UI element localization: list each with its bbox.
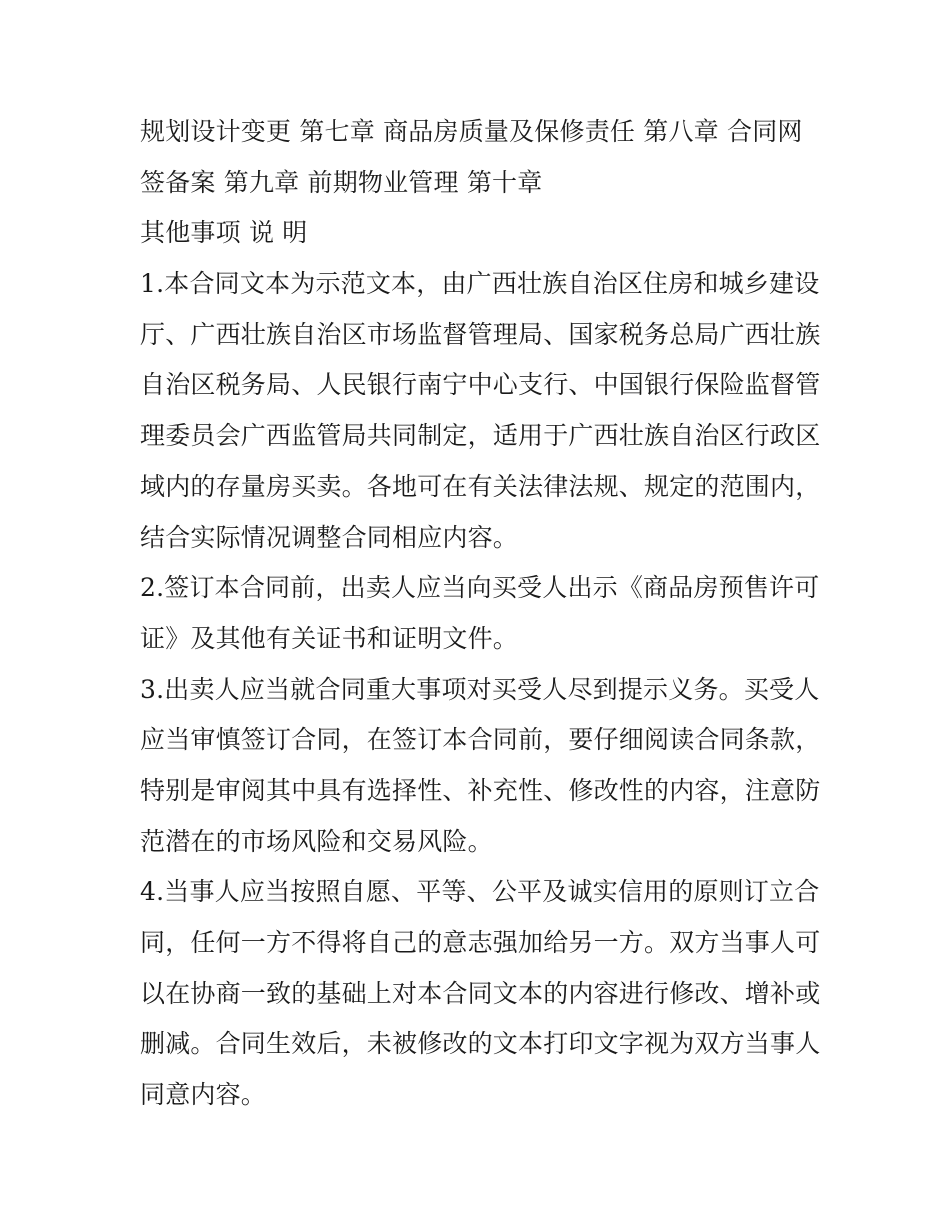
text-line: 删减。合同生效后，未被修改的文本打印文字视为双方当事人 — [140, 1029, 821, 1059]
text-line: 3.出卖人应当就合同重大事项对买受人尽到提示义务。买受人 — [140, 674, 820, 704]
text-line: 域内的存量房买卖。各地可在有关法律法规、规定的范围内， — [140, 471, 821, 501]
text-line: 同意内容。 — [140, 1080, 267, 1110]
text-line: 厅、广西壮族自治区市场监督管理局、国家税务总局广西壮族 — [140, 319, 821, 349]
document-body — [140, 107, 820, 1121]
text-line: 规划设计变更 第七章 商品房质量及保修责任 第八章 合同网 — [140, 117, 803, 146]
text-line: 特别是审阅其中具有选择性、补充性、修改性的内容，注意防 — [140, 775, 821, 805]
text-line: 自治区税务局、人民银行南宁中心支行、中国银行保险监督管 — [140, 370, 821, 400]
text-line: 结合实际情况调整合同相应内容。 — [140, 522, 519, 552]
text-line: 同，任何一方不得将自己的意志强加给另一方。双方当事人可 — [140, 928, 821, 957]
text-line: 以在协商一致的基础上对本合同文本的内容进行修改、增补或 — [140, 978, 821, 1008]
text-line: 签备案 第九章 前期物业管理 第十章 — [140, 167, 543, 197]
text-line: 理委员会广西监管局共同制定，适用于广西壮族自治区行政区 — [140, 421, 821, 451]
text-line: 应当审慎签订合同，在签订本合同前，要仔细阅读合同条款， — [140, 725, 821, 755]
text-line: 2.签订本合同前，出卖人应当向买受人出示《商品房预售许可 — [140, 573, 820, 603]
text-line: 1.本合同文本为示范文本，由广西壮族自治区住房和城乡建设 — [140, 269, 820, 299]
section-heading: 其他事项 说 明 — [140, 218, 308, 248]
text-line: 4.当事人应当按照自愿、平等、公平及诚实信用的原则订立合 — [140, 877, 820, 907]
text-line: 证》及其他有关证书和证明文件。 — [140, 623, 519, 653]
text-line: 范潜在的市场风险和交易风险。 — [140, 826, 493, 856]
